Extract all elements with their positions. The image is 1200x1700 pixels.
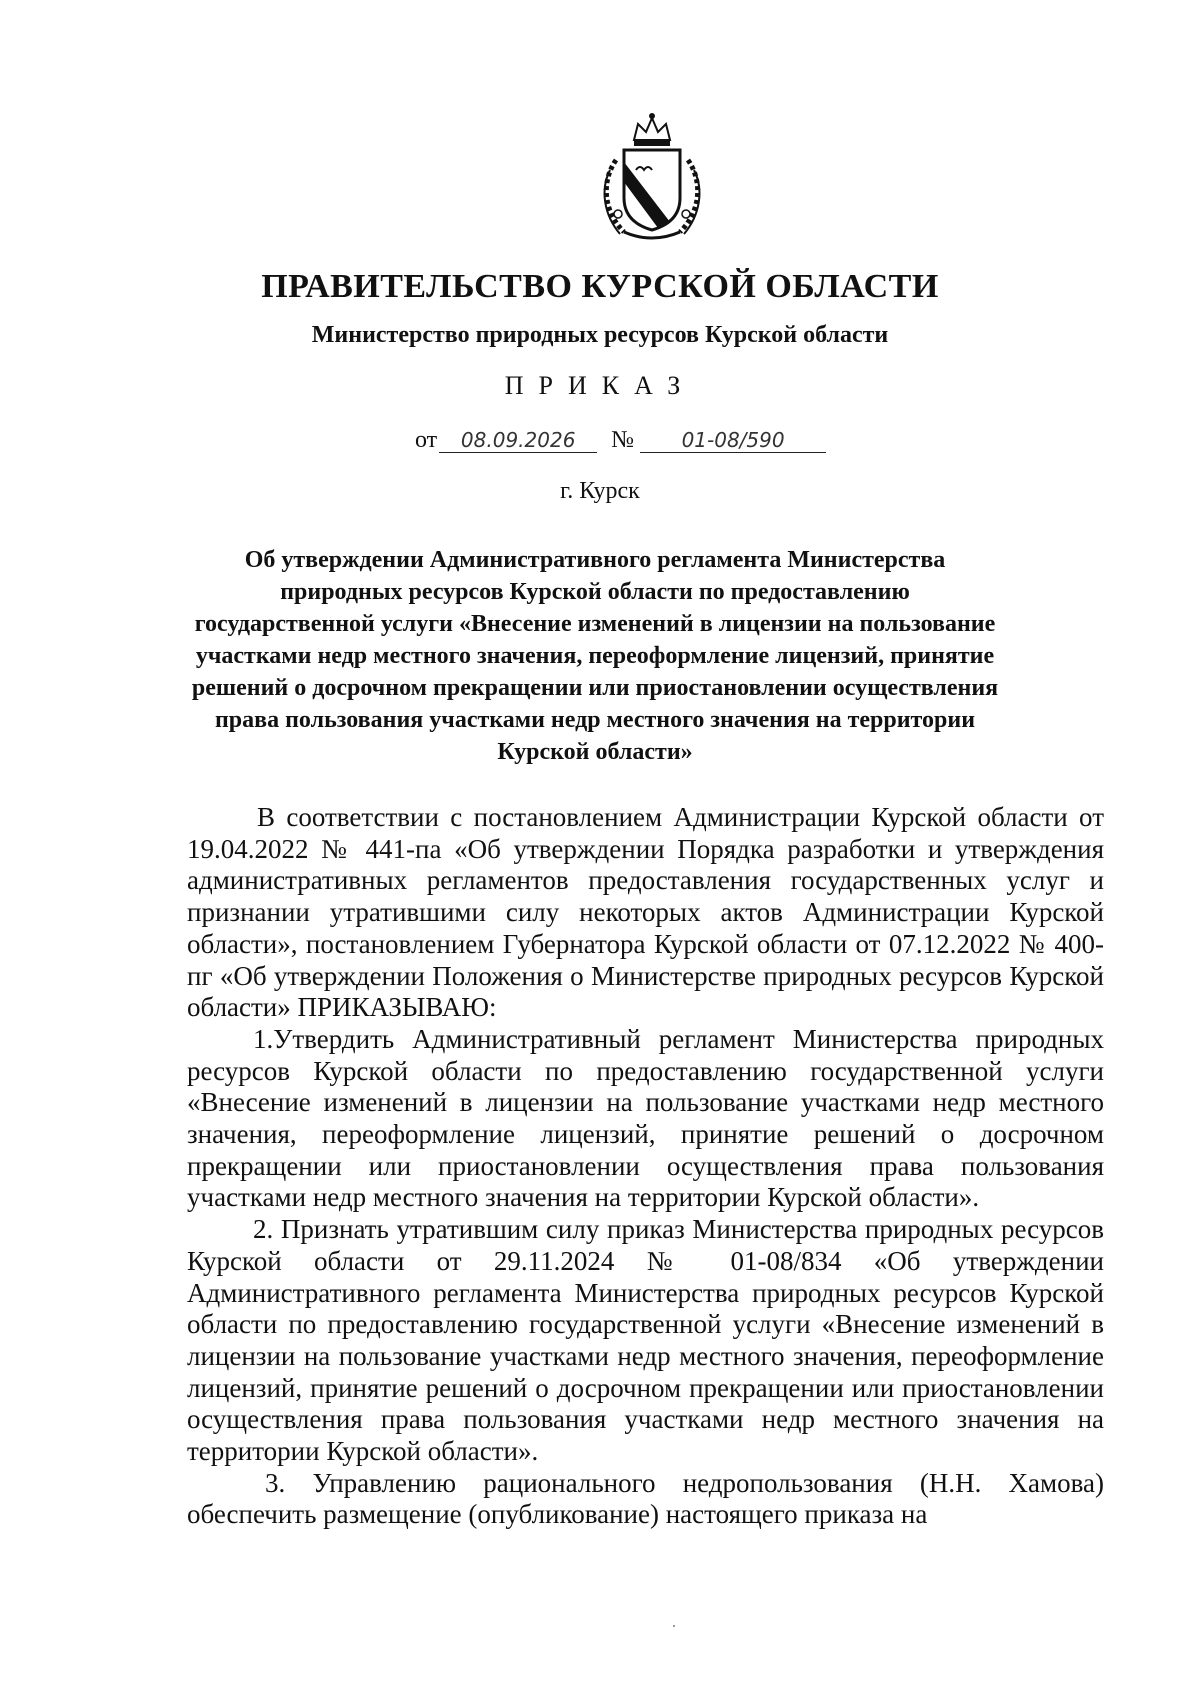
city: г. Курск	[560, 478, 640, 504]
document-type: ПРИКАЗ	[504, 371, 696, 400]
number-prefix: №	[611, 427, 635, 453]
document-subject: Об утверждении Административного регламента Министерства природных ресурсов Курской области по предоставлению государственной услуги «Внесение изменений в лицензии на пользование участками недр местного значения, переоформление лицензий, принятие решений о досрочном прекращении или приостановлении осуществления права пользования участками недр местного значения на территории Курской области»	[191, 547, 999, 765]
ministry-name: Министерство природных ресурсов Курской области	[311, 322, 889, 348]
paragraph-item-1: 1.Утвердить Административный регламент Министерства природных ресурсов Курской области по предоставлению государственной услуги «Внесение изменений в лицензии на пользование участками недр местного значения, переоформление лицензий, принятие решений о досрочном прекращении или приостановлении осуществления права пользования участками недр местного значения на территории Курской области».	[187, 1023, 1104, 1213]
paragraph-item-3: 3. Управлению рационального недропользования (Н.Н. Хамова) обеспечить размещение (опубликование) настоящего приказа на	[187, 1467, 1104, 1530]
organization-name: ПРАВИТЕЛЬСТВО КУРСКОЙ ОБЛАСТИ	[261, 268, 939, 305]
number-value: 01-08/590	[640, 428, 826, 453]
date-value: 08.09.2026	[439, 428, 597, 453]
date-prefix: от	[415, 427, 438, 453]
scan-speck	[673, 1625, 675, 1627]
coat-of-arms-icon	[594, 110, 710, 244]
document-body	[187, 802, 1104, 1531]
paragraph-item-2: 2. Признать утратившим силу приказ Министерства природных ресурсов Курской области от 29.11.2024 № 01-08/834 «Об утверждении Административного регламента Министерства природных ресурсов Курской области по предоставлению государственной услуги «Внесение изменений в лицензии на пользование участками недр местного значения, переоформление лицензий, принятие решений о досрочном прекращении или приостановлении осуществления права пользования участками недр местного значения на территории Курской области».	[187, 1214, 1104, 1467]
date-number-line	[415, 427, 826, 454]
paragraph-preamble: В соответствии с постановлением Администрации Курской области от 19.04.2022 № 441-па «Об утверждении Порядка разработки и утверждения административных регламентов предоставления государственных услуг и признании утратившими силу некоторых актов Администрации Курской области», постановлением Губернатора Курской области от 07.12.2022 № 400-пг «Об утверждении Положения о Министерстве природных ресурсов Курской области» ПРИКАЗЫВАЮ:	[187, 802, 1104, 1023]
